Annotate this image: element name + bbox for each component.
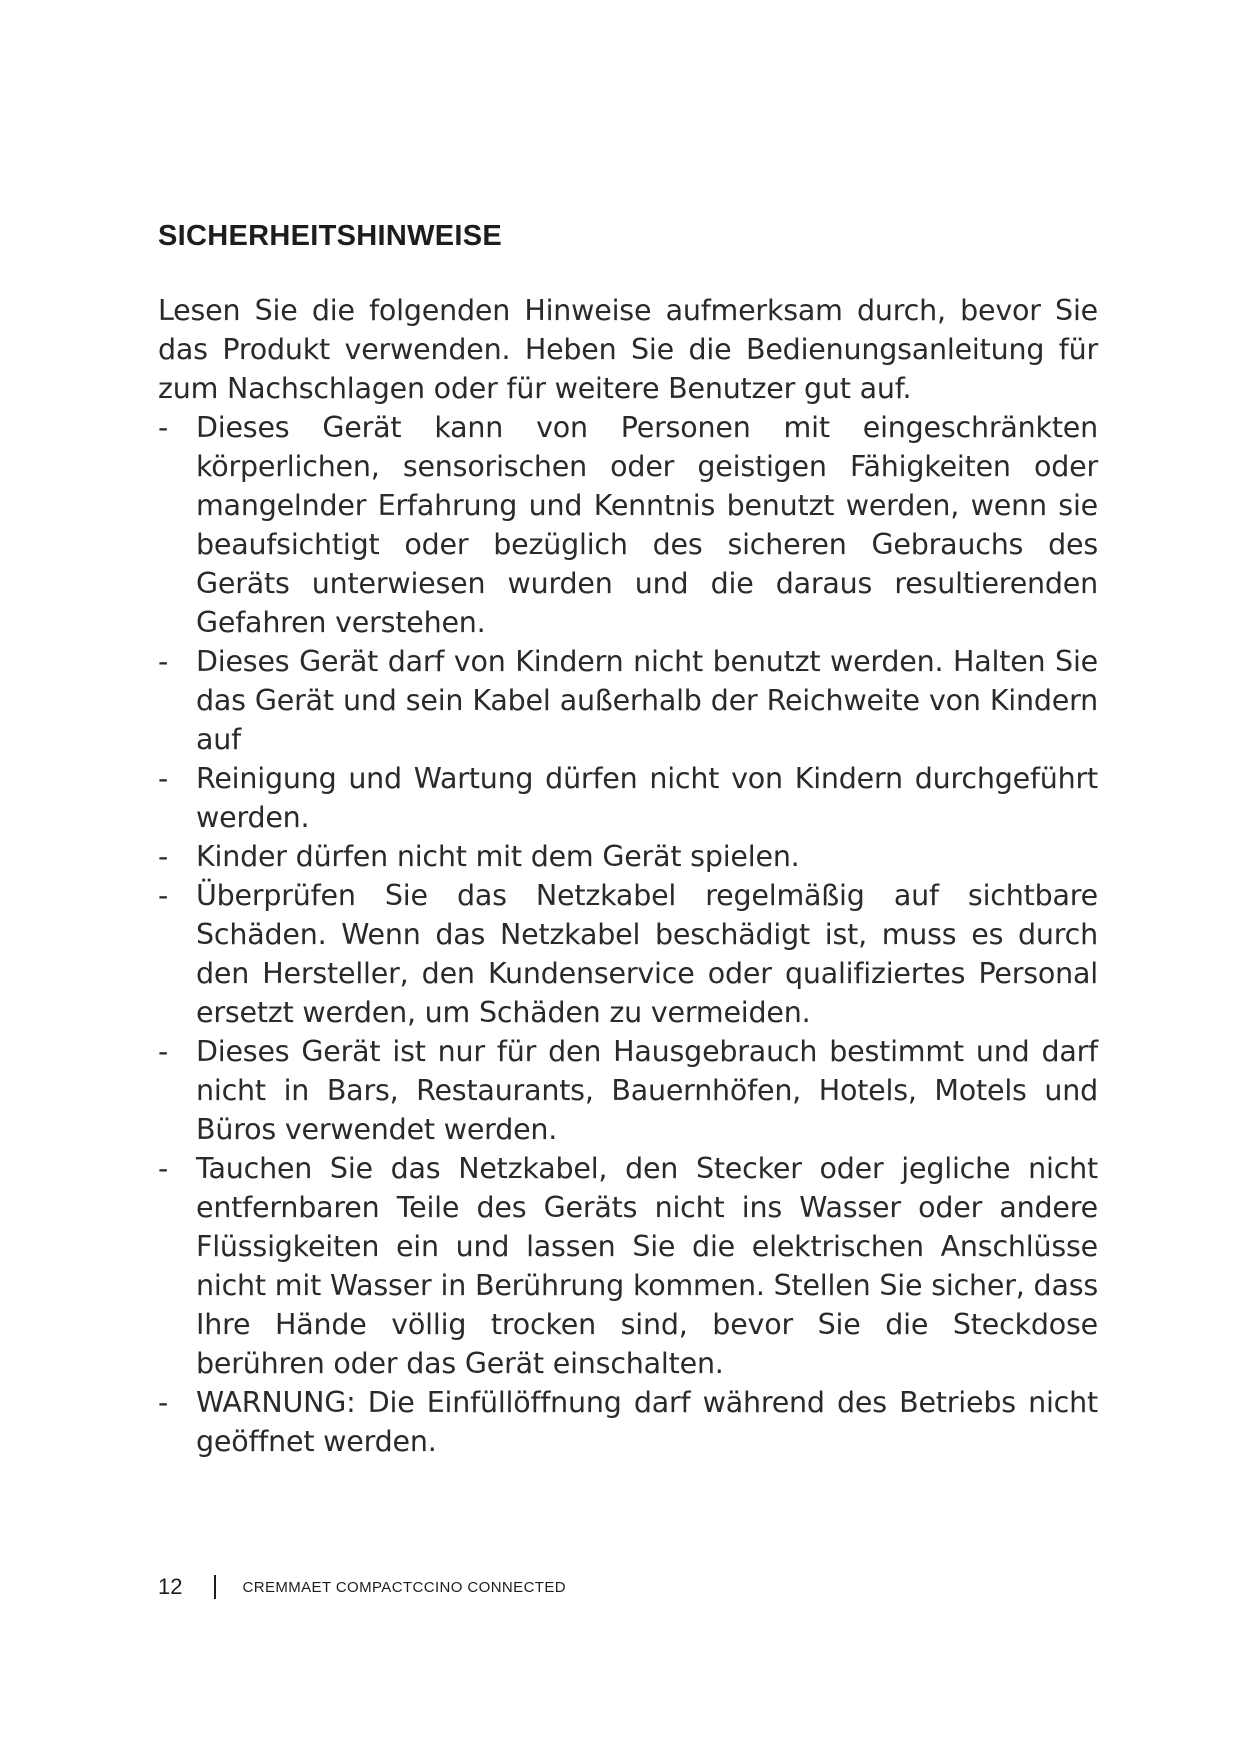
list-item-text: Dieses Gerät darf von Kindern nicht benutzt werden. Halten Sie das Gerät und sein Kabel außerhalb der Reichweite von Kindern auf: [196, 645, 1098, 756]
intro-paragraph: Lesen Sie die folgenden Hinweise aufmerksam durch, bevor Sie das Produkt verwenden. Heben Sie die Bedienungsanleitung für zum Nachschlagen oder für weitere Benutzer gut auf.: [158, 294, 1098, 405]
bullet-dash: -: [158, 1035, 169, 1068]
list-item: [158, 876, 1098, 1032]
list-item: [158, 837, 1098, 876]
list-item-text: Überprüfen Sie das Netzkabel regelmäßig auf sichtbare Schäden. Wenn das Netzkabel beschädigt ist, muss es durch den Hersteller, den Kundenservice oder qualifiziertes Personal ersetzt werden, um Schäden zu vermeiden.: [196, 879, 1098, 1029]
page-title: SICHERHEITSHINWEISE: [158, 220, 503, 252]
list-item: [158, 1032, 1098, 1149]
safety-list: [158, 408, 1098, 1461]
footer-divider: [214, 1575, 216, 1599]
list-item-text: Tauchen Sie das Netzkabel, den Stecker oder jegliche nicht entfernbaren Teile des Geräts nicht ins Wasser oder andere Flüssigkeiten ein und lassen Sie die elektrischen Anschlüsse nicht mit Wasser in Berührung kommen. Stellen Sie sicher, dass Ihre Hände völlig trocken sind, bevor Sie die Steckdose berühren oder das Gerät einschalten.: [196, 1152, 1098, 1380]
bullet-dash: -: [158, 645, 169, 678]
list-item-text: Reinigung und Wartung dürfen nicht von Kindern durchgeführt werden.: [196, 762, 1098, 834]
bullet-dash: -: [158, 1152, 169, 1185]
bullet-dash: -: [158, 762, 169, 795]
product-name: CREMMAET COMPACTCCINO CONNECTED: [242, 1578, 567, 1596]
bullet-dash: -: [158, 1386, 169, 1419]
list-item: [158, 1383, 1098, 1461]
page-number: 12: [158, 1574, 183, 1599]
bullet-dash: -: [158, 840, 169, 873]
page-footer: [158, 1573, 566, 1601]
bullet-dash: -: [158, 879, 169, 912]
bullet-dash: -: [158, 411, 169, 444]
list-item-text: Dieses Gerät ist nur für den Hausgebrauch bestimmt und darf nicht in Bars, Restaurants, Bauernhöfen, Hotels, Motels und Büros verwendet werden.: [196, 1035, 1098, 1146]
list-item: [158, 759, 1098, 837]
list-item-text: WARNUNG: Die Einfüllöffnung darf während des Betriebs nicht geöffnet werden.: [196, 1386, 1098, 1458]
list-item-text: Kinder dürfen nicht mit dem Gerät spielen.: [196, 840, 800, 873]
list-item: [158, 642, 1098, 759]
page-content: [158, 220, 1098, 1461]
list-item-text: Dieses Gerät kann von Personen mit eingeschränkten körperlichen, sensorischen oder geistigen Fähigkeiten oder mangelnder Erfahrung und Kenntnis benutzt werden, wenn sie beaufsichtigt oder bezüglich des sicheren Gebrauchs des Geräts unterwiesen wurden und die daraus resultierenden Gefahren verstehen.: [196, 411, 1098, 639]
list-item: [158, 1149, 1098, 1383]
list-item: [158, 408, 1098, 642]
